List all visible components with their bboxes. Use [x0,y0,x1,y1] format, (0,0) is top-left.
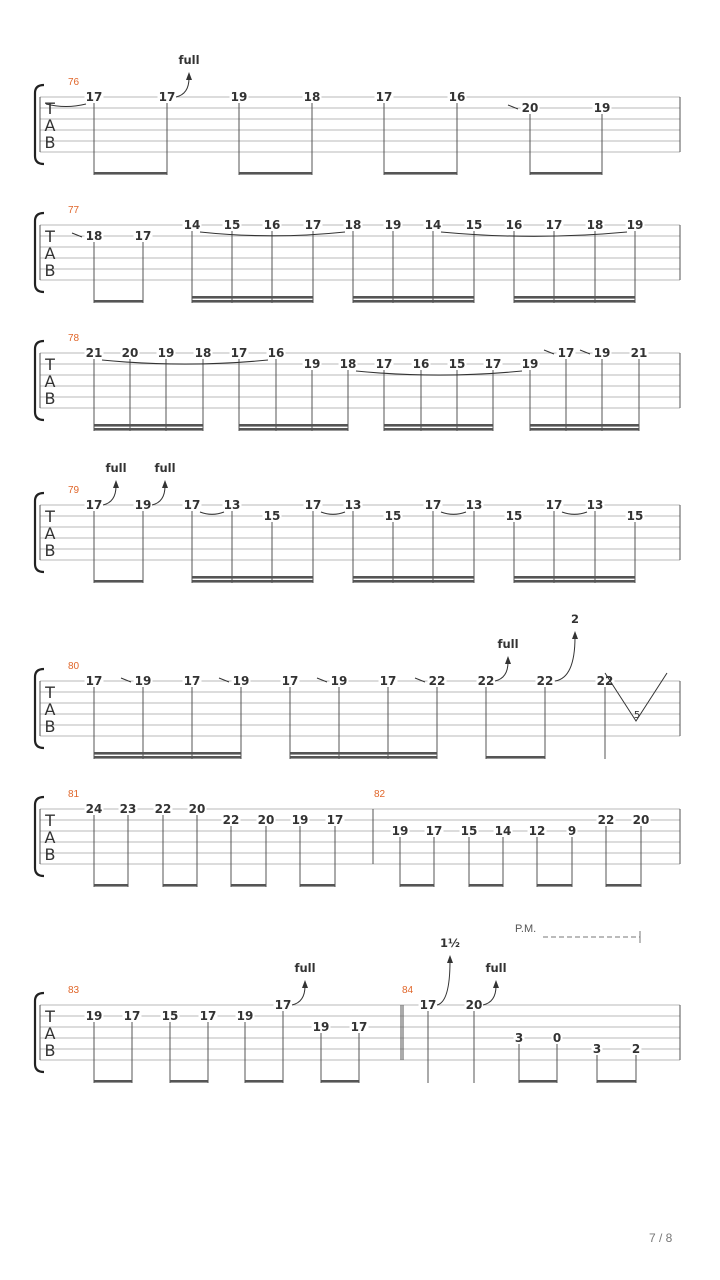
fret-number: 18 [85,229,103,243]
bend-curve [176,78,189,97]
measure-number: 82 [374,789,386,800]
fret-number: 19 [521,357,539,371]
bend-curve [292,986,305,1005]
note-beam [514,580,635,583]
fret-number: 17 [183,498,201,512]
fret-number: 20 [188,802,206,816]
fret-number: 17 [274,998,292,1012]
tab-clef-letter: A [44,700,56,719]
measure-number: 76 [68,77,80,88]
fret-number: 17 [350,1020,368,1034]
fret-number: 17 [484,357,502,371]
tab-clef-letter: B [44,133,56,152]
fret-number: 19 [330,674,348,688]
fret-number: 19 [593,346,611,360]
fret-number: 17 [379,674,397,688]
bend-arrowhead [447,955,453,963]
note-beam [239,172,312,175]
note-beam [192,580,313,583]
fret-number: 17 [424,498,442,512]
note-beam [353,300,474,303]
tab-clef-letter: T [45,227,55,246]
slur [562,512,587,514]
staff-system [35,612,680,759]
fret-number: 20 [465,998,483,1012]
note-beam [514,576,635,579]
bend-curve [103,486,116,505]
note-beam [384,424,493,427]
page-number: 7 / 8 [649,1231,673,1245]
note-beam [530,424,639,427]
tab-clef-letter: A [44,372,56,391]
note-beam [94,580,143,583]
fret-number: 19 [384,218,402,232]
note-beam [239,428,348,431]
fret-number: 20 [121,346,139,360]
tab-clef-letter: B [44,261,56,280]
measure-number: 84 [402,985,414,996]
slur [200,512,224,514]
note-beam [94,300,143,303]
fret-number: 19 [236,1009,254,1023]
fret-number: 19 [303,357,321,371]
note-beam [245,1080,283,1083]
bend-curve [437,961,450,1005]
note-beam [94,424,203,427]
fret-number: 12 [528,824,546,838]
fret-number: 17 [134,229,152,243]
note-beam [514,300,635,303]
fret-number: 14 [183,218,201,232]
fret-number: 19 [593,101,611,115]
fret-number: 16 [505,218,523,232]
note-beam [192,296,313,299]
bend-arrowhead [572,631,578,639]
tab-clef-letter: T [45,355,55,374]
fret-number: 15 [161,1009,179,1023]
bend-label: 2 [570,612,580,626]
note-beam [94,884,128,887]
measure-number: 78 [68,333,80,344]
fret-number: 15 [223,218,241,232]
fret-number: 21 [630,346,648,360]
fret-number: 22 [597,813,615,827]
note-beam [94,428,203,431]
note-beam [400,884,434,887]
fret-number: 22 [477,674,495,688]
bend-label: 1½ [440,936,460,950]
fret-number: 15 [465,218,483,232]
staff-system [35,923,680,1083]
measure-number: 80 [68,661,80,672]
note-beam [384,172,457,175]
fret-number: 14 [494,824,512,838]
note-beam [384,428,493,431]
fret-number: 9 [567,824,577,838]
fret-number: 22 [536,674,554,688]
fret-number: 22 [222,813,240,827]
fret-number: 17 [304,498,322,512]
tab-clef-letter: B [44,717,56,736]
fret-number: 20 [632,813,650,827]
bend-label: full [497,637,519,651]
tab-clef-letter: T [45,1007,55,1026]
tab-clef-letter: B [44,541,56,560]
tab-clef-letter: A [44,524,56,543]
tab-clef-letter: T [45,683,55,702]
fret-number: 19 [134,674,152,688]
fret-number: 19 [85,1009,103,1023]
staff-system [35,789,680,887]
fret-number: 24 [85,802,103,816]
fret-number: 16 [412,357,430,371]
fret-number: 17 [85,90,103,104]
fret-number: 16 [267,346,285,360]
fret-number: 13 [465,498,483,512]
note-beam [192,300,313,303]
slur [356,371,522,375]
note-beam [192,576,313,579]
bend-arrowhead [302,980,308,988]
fret-number: 17 [326,813,344,827]
fret-number: 15 [263,509,281,523]
fret-number: 17 [230,346,248,360]
tab-clef-letter: B [44,389,56,408]
measure-number: 81 [68,789,80,800]
fret-number: 17 [425,824,443,838]
note-beam [353,580,474,583]
note-beam [239,424,348,427]
bend-label: full [105,461,127,475]
note-beam [290,752,437,755]
tab-clef-letter: A [44,828,56,847]
staff-system [35,53,680,175]
note-beam [290,756,437,759]
note-beam [94,1080,132,1083]
fret-number: 20 [257,813,275,827]
note-beam [231,884,266,887]
tab-clef-letter: T [45,99,55,118]
fret-number: 17 [85,498,103,512]
bend-arrowhead [162,480,168,488]
fret-number: 19 [232,674,250,688]
fret-number: 13 [223,498,241,512]
note-beam [353,296,474,299]
fret-number: 2 [631,1042,641,1056]
note-beam [300,884,335,887]
slur [321,512,345,514]
fret-number: 18 [586,218,604,232]
fret-number: 16 [263,218,281,232]
note-beam [94,752,241,755]
fret-number: 17 [183,674,201,688]
fret-number: 3 [592,1042,602,1056]
fret-number: 17 [375,90,393,104]
bend-label: full [485,961,507,975]
fret-number: 17 [281,674,299,688]
fret-number: 17 [85,674,103,688]
fret-number: 18 [303,90,321,104]
bend-curve [495,662,508,681]
bend-curve [555,637,575,681]
fret-number: 16 [448,90,466,104]
fret-number: 21 [85,346,103,360]
tab-clef-letter: B [44,1041,56,1060]
bend-arrowhead [493,980,499,988]
fret-number: 20 [521,101,539,115]
bend-curve [152,486,165,505]
slur [102,360,268,364]
fret-number: 13 [586,498,604,512]
staff-system [35,461,680,583]
note-beam [163,884,197,887]
note-beam [94,756,241,759]
fret-number: 18 [344,218,362,232]
fret-number: 15 [448,357,466,371]
measure-number: 77 [68,205,80,216]
fret-number: 15 [626,509,644,523]
bend-arrowhead [186,72,192,80]
note-beam [321,1080,359,1083]
fret-number: 23 [119,802,137,816]
fret-number: 19 [230,90,248,104]
bend-arrowhead [505,656,511,664]
fret-number: 19 [157,346,175,360]
fret-number: 0 [552,1031,562,1045]
fret-number: 17 [545,218,563,232]
fret-number: 17 [158,90,176,104]
tab-clef-letter: A [44,1024,56,1043]
fret-number: 18 [339,357,357,371]
fret-number: 19 [291,813,309,827]
fret-number: 15 [460,824,478,838]
tab-clef-letter: A [44,116,56,135]
staff-system [35,333,680,431]
fret-number: 17 [123,1009,141,1023]
note-beam [94,172,167,175]
fret-number: 19 [391,824,409,838]
fret-number: 15 [505,509,523,523]
fret-number: 13 [344,498,362,512]
bend-arrowhead [113,480,119,488]
note-beam [530,172,602,175]
fret-number: 14 [424,218,442,232]
note-beam [486,756,545,759]
fret-number: 19 [134,498,152,512]
fret-number: 17 [557,346,575,360]
slur [441,512,466,514]
tab-clef-letter: T [45,507,55,526]
fret-number: 5 [633,710,641,721]
bend-curve [483,986,496,1005]
fret-number: 22 [428,674,446,688]
tab-clef-letter: A [44,244,56,263]
note-beam [469,884,503,887]
fret-number: 18 [194,346,212,360]
bend-label: full [178,53,200,67]
note-beam [353,576,474,579]
bend-label: full [154,461,176,475]
fret-number: 22 [596,674,614,688]
note-beam [537,884,572,887]
measure-number: 79 [68,485,80,496]
note-beam [597,1080,636,1083]
fret-number: 15 [384,509,402,523]
fret-number: 3 [514,1031,524,1045]
note-beam [170,1080,208,1083]
fret-number: 17 [199,1009,217,1023]
note-beam [530,428,639,431]
tab-clef-letter: T [45,811,55,830]
note-beam [606,884,641,887]
note-beam [519,1080,557,1083]
fret-number: 19 [312,1020,330,1034]
tab-clef-letter: B [44,845,56,864]
fret-number: 17 [375,357,393,371]
bend-label: full [294,961,316,975]
staff-system [35,205,680,303]
fret-number: 22 [154,802,172,816]
measure-number: 83 [68,985,80,996]
palm-mute-label: P.M. [515,923,537,935]
note-beam [514,296,635,299]
fret-number: 19 [626,218,644,232]
fret-number: 17 [419,998,437,1012]
fret-number: 17 [545,498,563,512]
fret-number: 17 [304,218,322,232]
